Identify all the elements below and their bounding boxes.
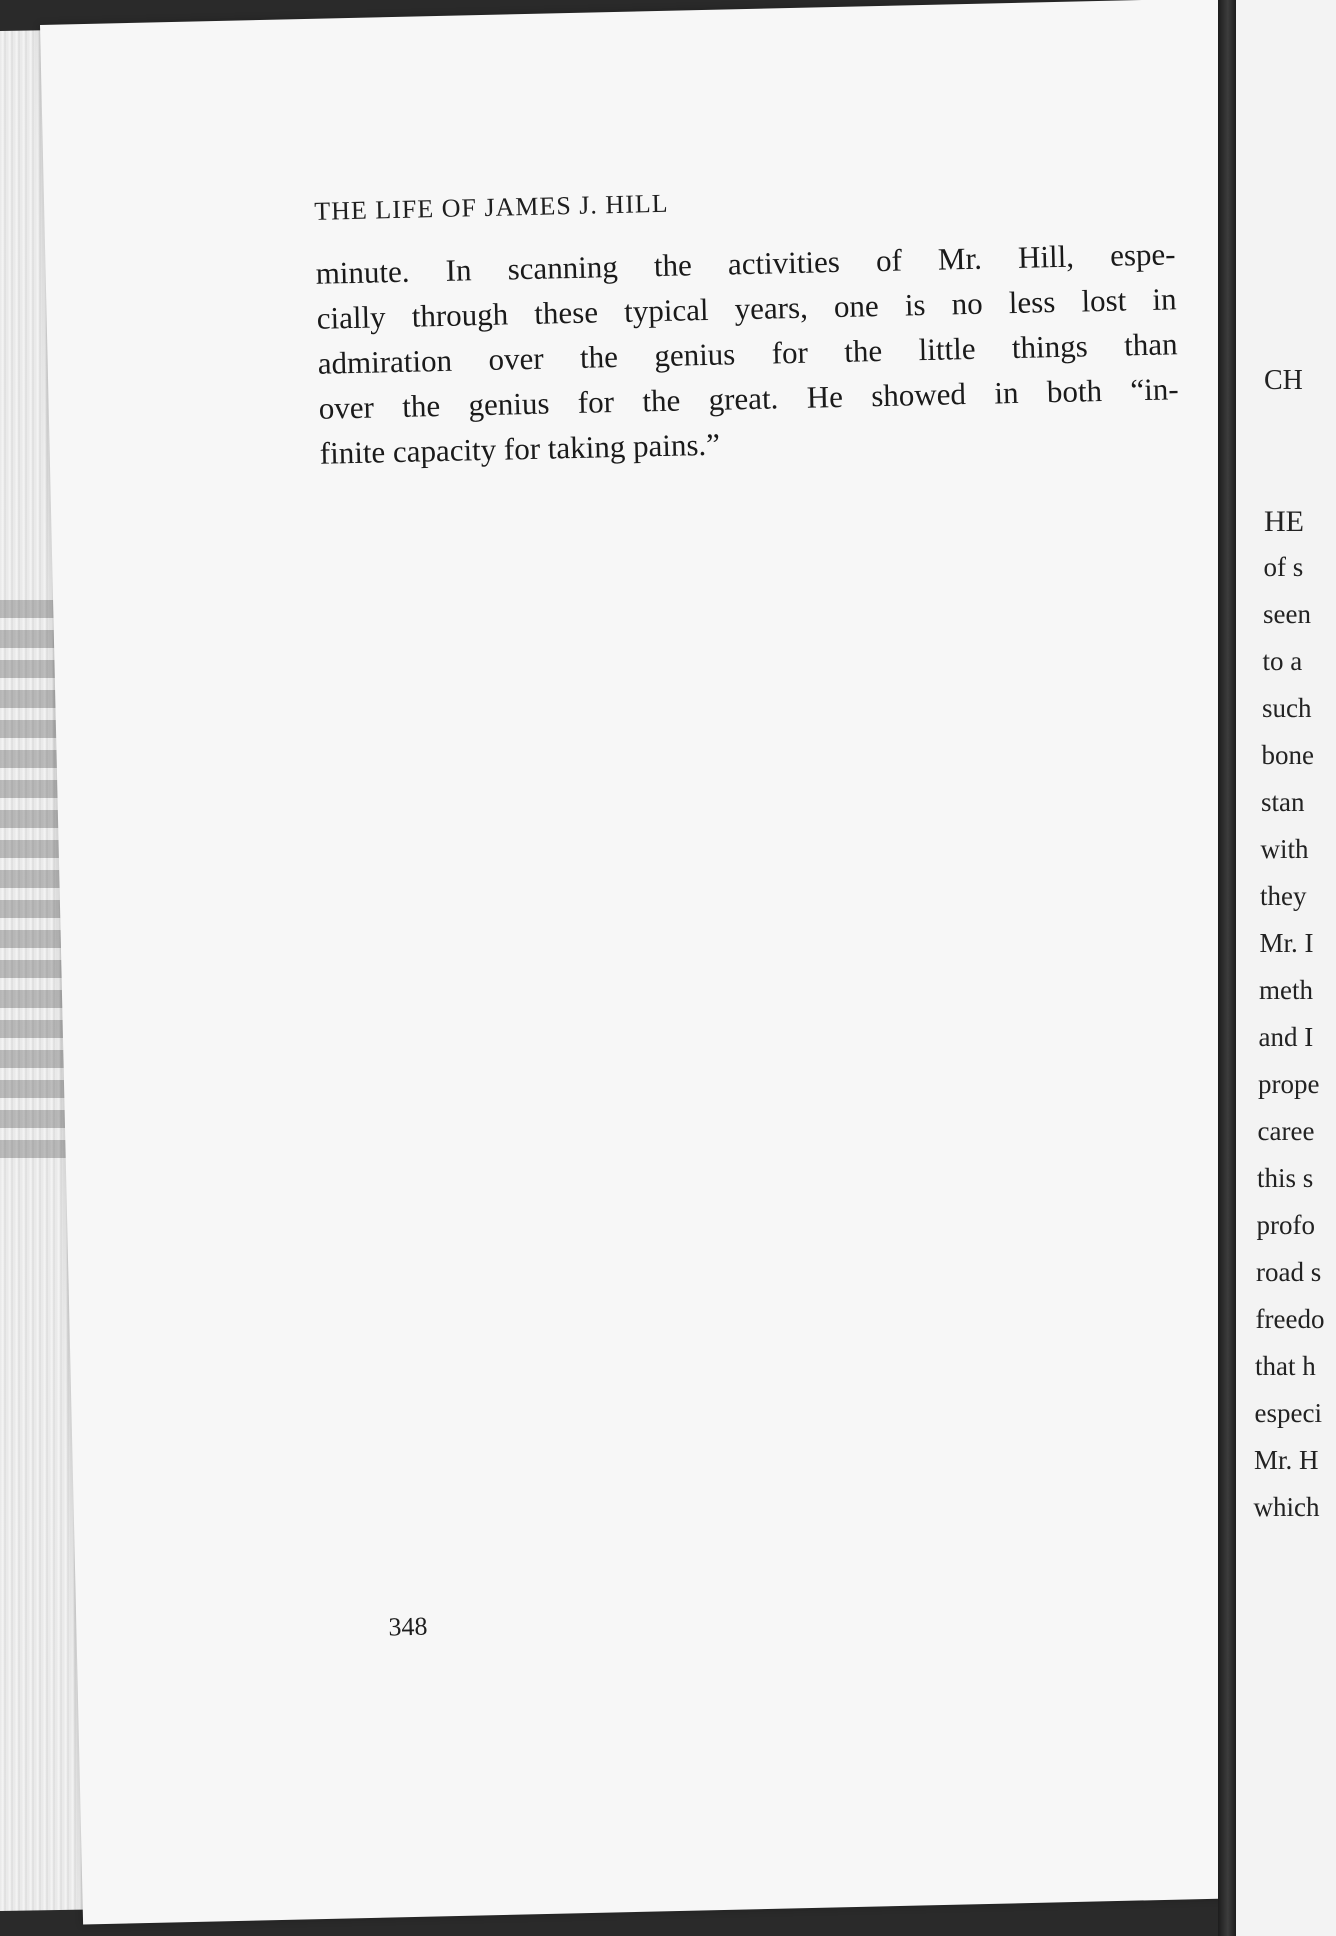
text-line-fragment: caree xyxy=(1257,1116,1315,1146)
running-head: THE LIFE OF JAMES J. HILL xyxy=(313,188,669,226)
text-line-fragment: bone xyxy=(1261,740,1314,770)
page-number: 348 xyxy=(388,1611,428,1642)
text-line-fragment: especi xyxy=(1254,1398,1322,1428)
text-line: cially through these typical years, one is no less lost in xyxy=(316,281,1177,336)
text-line-fragment: Mr. H xyxy=(1254,1445,1319,1475)
text-line-fragment: of s xyxy=(1263,552,1304,582)
text-line-fragment: seen xyxy=(1263,599,1311,629)
text-line-fragment: this s xyxy=(1257,1163,1314,1193)
text-line-fragment: that h xyxy=(1255,1351,1316,1381)
text-line: finite capacity for taking pains.” xyxy=(319,426,721,471)
text-line-fragment: which xyxy=(1253,1492,1320,1522)
text-line-fragment: meth xyxy=(1259,975,1313,1005)
text-line-fragment: to a xyxy=(1262,646,1303,676)
text-line-fragment: road s xyxy=(1256,1257,1322,1287)
chapter-heading: CH xyxy=(1264,365,1303,396)
text-line-fragment: freedo xyxy=(1255,1304,1325,1334)
left-page xyxy=(40,0,1273,1925)
text-line-fragment: Mr. I xyxy=(1259,928,1314,958)
text-line-fragment: such xyxy=(1262,693,1312,723)
text-line-fragment: they xyxy=(1260,881,1307,911)
text-line: minute. In scanning the activities of Mr. Hill, espe- xyxy=(315,236,1176,291)
body-text xyxy=(315,231,1180,475)
right-page xyxy=(1236,0,1336,1936)
text-line-fragment: stan xyxy=(1261,787,1305,817)
text-line-fragment: prope xyxy=(1258,1069,1320,1099)
text-line-fragment: HE xyxy=(1264,505,1304,538)
book-gutter xyxy=(1218,0,1236,1936)
text-line: admiration over the genius for the little things than xyxy=(317,326,1178,381)
text-line: over the genius for the great. He showed in both “in- xyxy=(318,371,1179,426)
text-line-fragment: with xyxy=(1260,834,1309,864)
text-line-fragment: and I xyxy=(1258,1022,1314,1052)
text-line-fragment: profo xyxy=(1256,1210,1315,1240)
